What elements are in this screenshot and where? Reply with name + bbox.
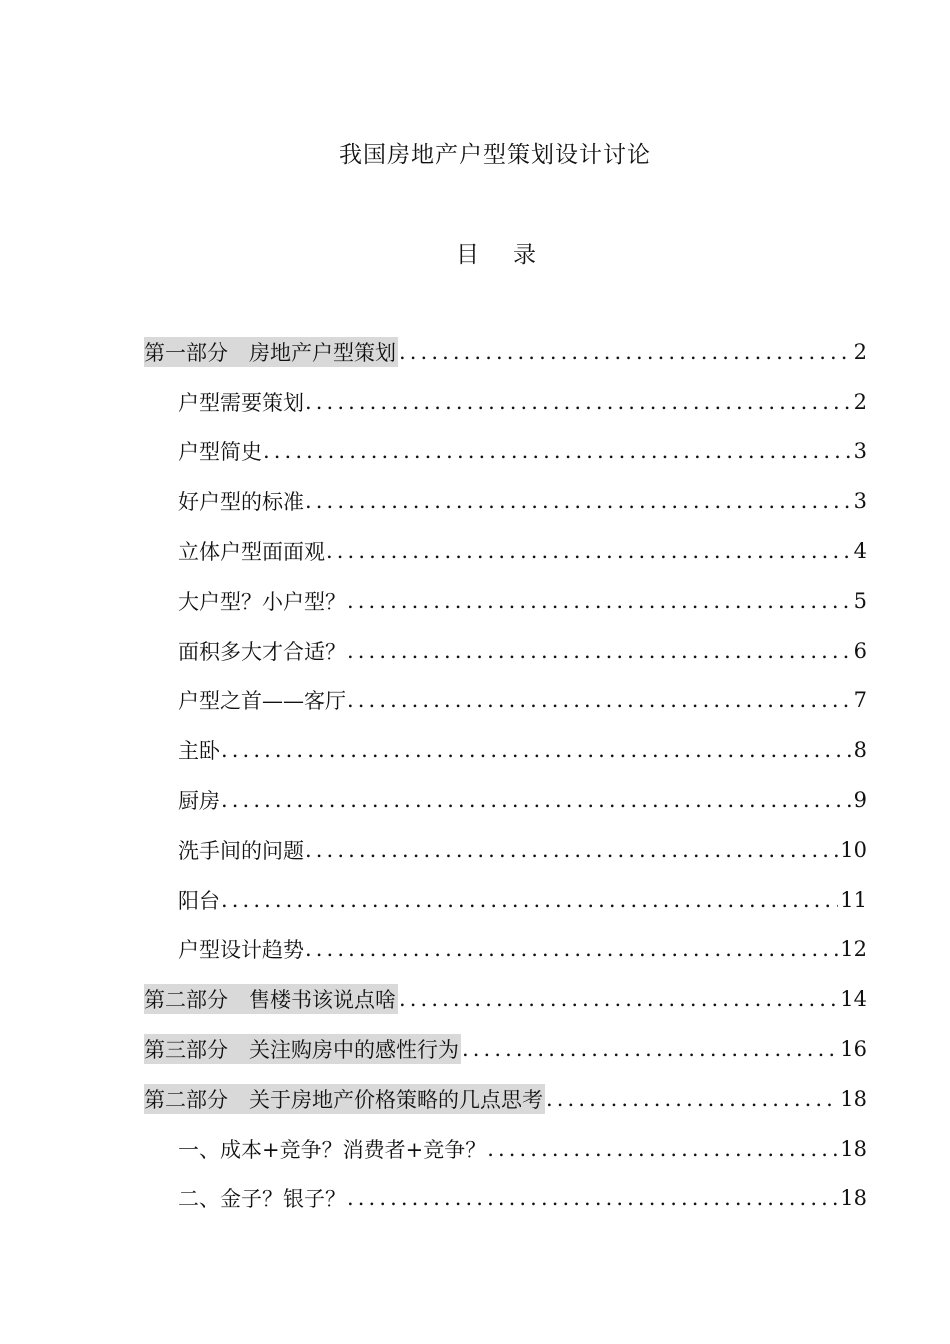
toc-entry[interactable] [144, 377, 867, 427]
toc-entry-label: 第二部分 售楼书该说点啥 [144, 984, 398, 1014]
toc-leader-dots [347, 639, 852, 663]
table-of-contents [144, 327, 867, 1223]
toc-leader-dots [221, 788, 852, 812]
toc-page-number: 11 [840, 887, 867, 912]
toc-heading-right: 录 [513, 242, 536, 268]
toc-leader-dots [305, 937, 838, 961]
toc-entry[interactable] [144, 427, 867, 477]
toc-entry-label: 户型之首——客厅 [178, 689, 346, 714]
toc-page-number: 18 [840, 1186, 867, 1211]
toc-entry[interactable] [144, 476, 867, 526]
toc-entry[interactable] [144, 725, 867, 775]
toc-leader-dots [347, 1186, 838, 1210]
toc-leader-dots [305, 390, 852, 414]
toc-entry-label: 厨房 [178, 789, 220, 814]
toc-entry[interactable] [144, 1024, 867, 1074]
toc-page-number: 8 [853, 738, 867, 763]
toc-leader-dots [347, 688, 852, 712]
toc-entry-label: 洗手间的问题 [178, 838, 304, 863]
toc-entry[interactable] [144, 626, 867, 676]
toc-leader-dots [487, 1137, 838, 1161]
toc-leader-dots [305, 838, 838, 862]
toc-page-number: 6 [853, 638, 867, 663]
toc-page-number: 14 [840, 987, 867, 1012]
toc-leader-dots [263, 439, 852, 463]
toc-entry[interactable] [144, 974, 867, 1024]
toc-entry-label: 阳台 [178, 888, 220, 913]
toc-entry[interactable] [144, 925, 867, 975]
toc-entry-label: 好户型的标准 [178, 490, 304, 515]
toc-heading-left: 目 [456, 242, 479, 268]
toc-leader-dots [326, 539, 852, 563]
toc-page-number: 2 [853, 389, 867, 414]
toc-entry-label: 主卧 [178, 739, 220, 764]
toc-entry-label: 第三部分 关注购房中的感性行为 [144, 1034, 461, 1064]
toc-page-number: 7 [853, 688, 867, 713]
toc-leader-dots [305, 489, 852, 513]
document-title: 我国房地产户型策划设计讨论 [339, 142, 651, 168]
toc-leader-dots [462, 1037, 838, 1061]
toc-page-number: 5 [853, 588, 867, 613]
toc-page-number: 10 [840, 837, 867, 862]
toc-entry-label: 户型简史 [178, 440, 262, 465]
toc-page-number: 3 [853, 439, 867, 464]
toc-entry-label: 户型设计趋势 [178, 938, 304, 963]
toc-leader-dots [546, 1087, 838, 1111]
toc-leader-dots [399, 987, 838, 1011]
toc-entry-label: 面积多大才合适？ [178, 639, 346, 664]
toc-page-number: 18 [840, 1136, 867, 1161]
toc-entry[interactable] [144, 327, 867, 377]
toc-entry-label: 大户型？小户型？ [178, 589, 346, 614]
toc-entry-label: 一、成本+竞争？消费者+竞争？ [178, 1137, 487, 1162]
toc-entry[interactable] [144, 1174, 867, 1224]
toc-page-number: 12 [840, 937, 867, 962]
toc-leader-dots [221, 888, 838, 912]
toc-leader-dots [347, 589, 852, 613]
toc-page-number: 16 [840, 1037, 867, 1062]
toc-entry-label: 户型需要策划 [178, 390, 304, 415]
toc-page-number: 9 [853, 788, 867, 813]
toc-entry[interactable] [144, 875, 867, 925]
toc-entry[interactable] [144, 526, 867, 576]
toc-entry-label: 立体户型面面观 [178, 540, 325, 565]
toc-heading [0, 236, 950, 269]
toc-page-number: 4 [853, 539, 867, 564]
toc-page-number: 3 [853, 489, 867, 514]
toc-entry-label: 第二部分 关于房地产价格策略的几点思考 [144, 1084, 545, 1114]
toc-entry-label: 二、金子？银子？ [178, 1187, 346, 1212]
toc-entry[interactable] [144, 775, 867, 825]
toc-entry[interactable] [144, 1074, 867, 1124]
toc-entry[interactable] [144, 576, 867, 626]
toc-entry-label: 第一部分 房地产户型策划 [144, 337, 398, 367]
toc-entry[interactable] [144, 1124, 867, 1174]
toc-leader-dots [399, 340, 852, 364]
toc-entry[interactable] [144, 825, 867, 875]
toc-leader-dots [221, 738, 852, 762]
toc-page-number: 18 [840, 1086, 867, 1111]
toc-entry[interactable] [144, 676, 867, 726]
toc-page-number: 2 [853, 339, 867, 364]
